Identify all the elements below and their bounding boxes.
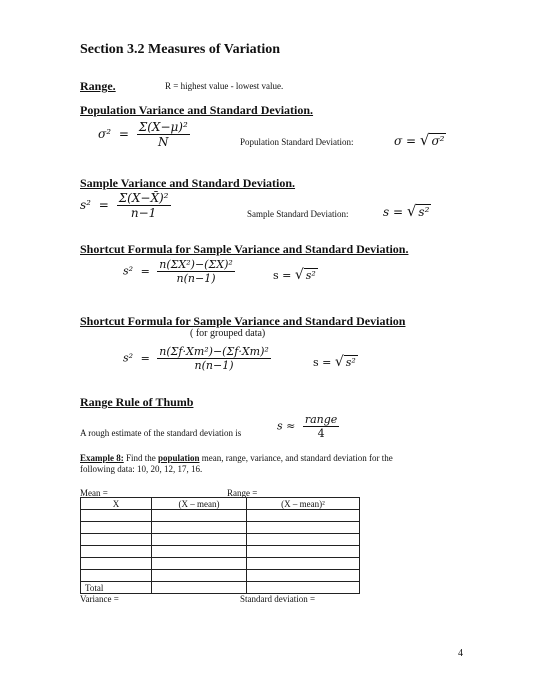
sample-sd-formula [383,202,431,220]
sqrt-icon: √ [294,267,304,283]
table-header-x: X [81,498,152,510]
shortcut-variance-denominator: n(n−1) [176,272,216,285]
sample-heading: Sample Variance and Standard Deviation. [80,176,296,190]
sample-variance-numerator: Σ(X−X̄)² [118,191,169,205]
shortcut-sd-radicand: s² [305,269,316,282]
population-variance-numerator: Σ(X−μ)² [138,120,188,134]
sample-variance-symbol: s² [80,198,91,212]
shortcut-variance-numerator: n(ΣX²)−(ΣX)² [159,258,233,271]
grouped-sd-formula [313,354,358,370]
table-row [81,534,360,546]
population-sd-radicand: σ² [431,134,445,148]
range-heading: Range. [80,79,116,93]
work-table [80,497,360,594]
shortcut-sd-lhs: s = [273,269,292,282]
shortcut-heading: Shortcut Formula for Sample Variance and Standard Deviation. [80,242,409,256]
example-label: Example 8: [80,453,124,463]
range-label: Range = [227,488,258,498]
shortcut-variance-formula: s² = $\frac{\text{n(ΣX²)−(ΣX)²}}{n(n-1)}$ [123,258,233,285]
sample-sd-label: Sample Standard Deviation: [247,209,349,219]
grouped-variance-denominator: n(n−1) [194,359,234,372]
sample-variance-formula: s² = $\frac{\text{Σ(X−X̄)²}}{n-1}$ [80,191,169,220]
table-header-row [81,498,360,510]
grouped-heading: Shortcut Formula for Sample Variance and Standard Deviation [80,314,406,328]
table-header-deviation: (X – mean) [152,498,247,510]
table-header-squared-deviation: (X – mean)² [247,498,360,510]
grouped-variance-numerator: n(Σf·Xm²)−(Σf·Xm)² [159,345,269,358]
section-title: Section 3.2 Measures of Variation [80,42,281,57]
mean-label: Mean = [80,488,108,498]
standard-deviation-label: Standard deviation = [240,594,316,604]
thumb-text: A rough estimate of the standard deviation is [80,428,242,438]
example-text-post: mean, range, variance, and standard deviation for the [199,453,393,463]
sqrt-icon: √ [334,354,344,370]
grouped-subheading: ( for grouped data) [190,328,266,339]
table-row [81,546,360,558]
population-variance-denominator: N [158,135,169,149]
grouped-variance-formula: s² = $\frac{\text{n(Σf·Xm²)−(Σf·Xm)²}}{n(n-1)}$ [123,345,269,372]
sample-sd-radicand: s² [418,205,430,219]
sqrt-icon: √ [419,131,430,149]
shortcut-sd-formula [273,267,318,283]
shortcut-variance-symbol: s² [123,264,134,278]
example-text-pre: Find the [123,453,159,463]
table-total-row [81,582,360,594]
example-text-emph: population [158,453,200,463]
thumb-lhs: s ≈ [277,419,296,433]
grouped-sd-radicand: s² [345,356,356,369]
thumb-denominator: 4 [317,427,325,440]
population-variance-symbol: σ² [98,127,112,141]
population-sd-lhs: σ = [394,134,417,148]
sample-sd-lhs: s = [383,205,404,219]
variance-label: Variance = [80,594,119,604]
sqrt-icon: √ [406,202,417,220]
thumb-heading: Range Rule of Thumb [80,395,194,409]
example-text [80,453,460,475]
grouped-sd-lhs: s = [313,356,332,369]
grouped-variance-symbol: s² [123,351,134,365]
table-row [81,522,360,534]
population-heading: Population Variance and Standard Deviation. [80,103,314,117]
table-total-label: Total [81,582,152,594]
population-variance-formula: σ² = $\frac{\text{Σ(X−μ)²}}{N}$ [98,120,188,149]
population-sd-label: Population Standard Deviation: [240,137,354,147]
thumb-formula [277,413,339,440]
table-row [81,510,360,522]
population-sd-formula [394,131,446,149]
table-row [81,570,360,582]
range-formula: R = highest value - lowest value. [165,81,284,91]
page-number: 4 [458,648,463,659]
thumb-numerator: range [304,413,338,426]
table-row [81,558,360,570]
sample-variance-denominator: n−1 [130,206,157,220]
example-data-line: following data: 10, 20, 12, 17, 16. [80,464,203,474]
